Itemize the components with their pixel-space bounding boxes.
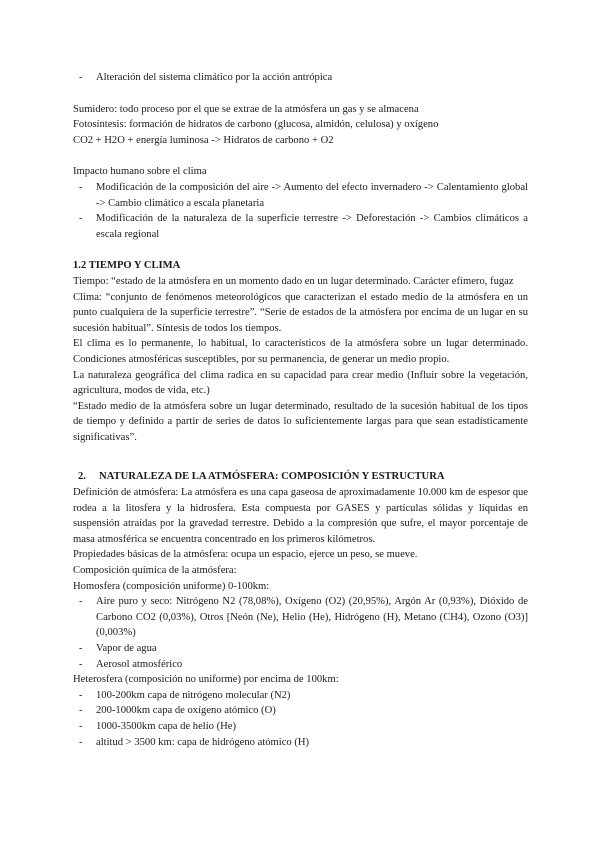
sumidero-paragraph: Sumidero: todo proceso por el que se extrae de la atmósfera un gas y se almacena (73, 103, 419, 115)
atmosfera-definition: Definición de atmósfera: La atmósfera es una capa gaseosa de aproximadamente 10.000 km de espesor que rodea a la litosfera y la hidrosfera. Esta compuesta por GASES y partículas sólidas y líquidas en suspensión atraídas por la gravedad terrestre. Debido a la compresión que sufre, el mayor porcentaje de masa atmosférica se encuentra concentrado en los primeros kilómetros. (73, 487, 528, 545)
list-item: - Vapor de agua (73, 641, 528, 657)
list-item: - 100-200km capa de nitrógeno molecular (N2) (73, 688, 528, 704)
section-number: 2. (78, 471, 86, 483)
document-body (73, 70, 528, 750)
impacto-title: Impacto humano sobre el clima (73, 166, 207, 178)
tiempo-definition: Tiempo: “estado de la atmósfera en un momento dado en un lugar determinado. Carácter efímero, fugaz (73, 275, 514, 287)
clima-permanente-paragraph: El clima es lo permanente, lo habitual, lo característicos de la atmósfera sobre un lugar determinado. Condiciones atmosféricas susceptibles, por su permanencia, de generar un medio propio. (73, 338, 528, 365)
formula-paragraph: CO2 + H2O + energía luminosa -> Hidratos de carbono + O2 (73, 134, 334, 146)
list-item: - Alteración del sistema climático por la acción antrópica (73, 70, 528, 86)
homosfera-title: Homosfera (composición uniforme) 0-100km: (73, 580, 270, 592)
composicion-paragraph: Composición química de la atmósfera: (73, 565, 237, 577)
list-item: - 200-1000km capa de oxígeno atómico (O) (73, 703, 528, 719)
naturaleza-geografica-paragraph: La naturaleza geográfica del clima radica en su capacidad para crear medio (Influir sobre la vegetación, agricultura, modos de vida, etc.) (73, 369, 528, 397)
fotosintesis-paragraph: Fotosíntesis: formación de hidratos de carbono (glucosa, almidón, celulosa) y oxígeno (73, 119, 439, 131)
impacto-list (73, 180, 528, 242)
section-heading-atmosfera (73, 469, 528, 485)
clima-definition: Clima: “conjunto de fenómenos meteorológicos que caracterizan el estado medio de la atmósfera en un punto cualquiera de la superficie terrestre”. “Serie de estados de la atmósfera por encima de un lugar en su sucesión habitual”. Síntesis de todos los tiempos. (73, 291, 528, 334)
list-item: - Aerosol atmosférico (73, 657, 528, 673)
heterosfera-title: Heterosfera (composición no uniforme) por encima de 100km: (73, 674, 339, 686)
section-heading-tiempo-clima: 1.2 TIEMPO Y CLIMA (73, 260, 181, 272)
propiedades-paragraph: Propiedades básicas de la atmósfera: ocupa un espacio, ejerce un peso, se mueve. (73, 549, 418, 561)
list-item: - Modificación de la composición del aire -> Aumento del efecto invernadero -> Calentamiento global -> Cambio climático a escala planetaria (73, 180, 528, 211)
list-item: - Aire puro y seco: Nitrógeno N2 (78,08%), Oxígeno (O2) (20,95%), Argón Ar (0,93%), Dióxido de Carbono CO2 (0,03%), Otros [Neón (Ne), Helio (He), Hidrógeno (H), Metano (CH4), Ozono (O3)] (0,003%) (73, 594, 528, 641)
heterosfera-list (73, 688, 528, 750)
homosfera-list (73, 594, 528, 672)
estado-medio-quote: “Estado medio de la atmósfera sobre un lugar determinado, resultado de la sucesión habitual de los tipos de tiempo y definido a partir de series de datos lo suficientemente largas para que sean estadísticamente significativas”. (73, 400, 528, 443)
list-item: - altitud > 3500 km: capa de hidrógeno atómico (H) (73, 735, 528, 751)
list-item: - Modificación de la naturaleza de la superficie terrestre -> Deforestación -> Cambios climáticos a escala regional (73, 211, 528, 242)
top-list (73, 70, 528, 86)
list-item: - 1000-3500km capa de helio (He) (73, 719, 528, 735)
section-title: NATURALEZA DE LA ATMÓSFERA: COMPOSICIÓN Y ESTRUCTURA (99, 471, 445, 483)
